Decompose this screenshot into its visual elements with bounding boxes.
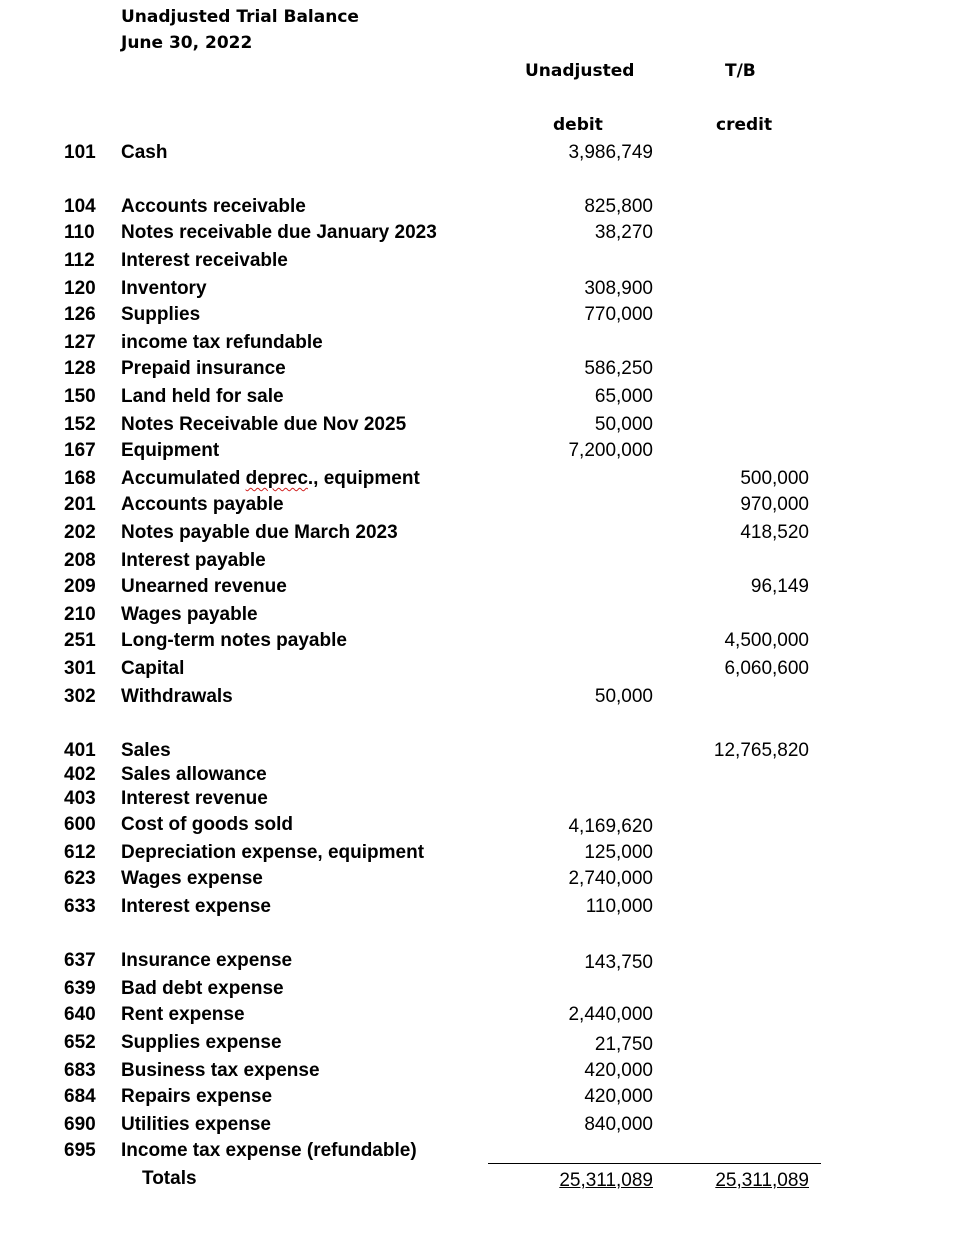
- account-row: [0, 466, 974, 492]
- debit-amount: 38,270: [594, 222, 653, 243]
- account-name: Interest payable: [121, 550, 266, 571]
- account-number: 120: [64, 278, 96, 299]
- account-row: [0, 520, 974, 546]
- account-row: [0, 194, 974, 220]
- total-credit: 25,311,089: [715, 1170, 809, 1191]
- account-number: 104: [64, 196, 96, 217]
- account-row: [0, 976, 974, 1002]
- credit-amount: 418,520: [740, 522, 809, 543]
- account-number: 600: [64, 814, 96, 835]
- account-row: [0, 684, 974, 710]
- account-name: Land held for sale: [121, 386, 284, 407]
- account-name: Long-term notes payable: [121, 630, 347, 651]
- credit-amount: 4,500,000: [724, 630, 809, 651]
- account-name: Cash: [121, 142, 168, 163]
- account-row: [0, 1138, 974, 1164]
- account-row: [0, 492, 974, 518]
- account-name: income tax refundable: [121, 332, 323, 353]
- account-name: Capital: [121, 658, 185, 679]
- credit-amount: 970,000: [740, 494, 809, 515]
- account-number: 633: [64, 896, 96, 917]
- totals-label: Totals: [142, 1168, 197, 1189]
- account-row: [0, 438, 974, 464]
- account-number: 612: [64, 842, 96, 863]
- account-row: [0, 412, 974, 438]
- account-number: 403: [64, 788, 96, 809]
- account-row: [0, 1112, 974, 1138]
- debit-amount: 420,000: [584, 1086, 653, 1107]
- debit-amount: 110,000: [585, 896, 653, 917]
- account-name: Accounts payable: [121, 494, 284, 515]
- account-number: 126: [64, 304, 96, 325]
- account-name: Interest receivable: [121, 250, 288, 271]
- account-number: 209: [64, 576, 96, 597]
- debit-amount: 4,169,620: [568, 816, 653, 837]
- account-name-part: Accumulated: [121, 468, 246, 489]
- debit-amount: 143,750: [584, 952, 653, 973]
- account-number: 684: [64, 1086, 96, 1107]
- account-row: [0, 786, 974, 812]
- total-debit: 25,311,089: [559, 1170, 653, 1191]
- debit-amount: 840,000: [584, 1114, 653, 1135]
- account-row: [0, 1084, 974, 1110]
- debit-amount: 50,000: [594, 686, 653, 707]
- debit-amount: 2,740,000: [568, 868, 653, 889]
- debit-amount: 770,000: [584, 304, 653, 325]
- totals-row: [0, 1166, 974, 1192]
- account-name: Notes receivable due January 2023: [121, 222, 437, 243]
- debit-amount: 825,800: [584, 196, 653, 217]
- account-number: 210: [64, 604, 96, 625]
- account-row: [0, 1058, 974, 1084]
- account-name: Supplies: [121, 304, 201, 325]
- account-row: [0, 248, 974, 274]
- account-number: 127: [64, 332, 96, 353]
- account-name: Utilities expense: [121, 1114, 271, 1135]
- account-number: 623: [64, 868, 96, 889]
- account-row: [0, 548, 974, 574]
- debit-amount: 308,900: [584, 278, 653, 299]
- account-row: [0, 220, 974, 246]
- account-number: 112: [64, 250, 95, 271]
- account-number: 208: [64, 550, 96, 571]
- account-name: Wages payable: [121, 604, 258, 625]
- account-name: Income tax expense (refundable): [121, 1140, 417, 1161]
- report-date: June 30, 2022: [121, 33, 253, 53]
- account-name: Unearned revenue: [121, 576, 287, 597]
- account-row: [0, 628, 974, 654]
- account-number: 302: [64, 686, 96, 707]
- account-number: 150: [64, 386, 96, 407]
- account-name: Wages expense: [121, 868, 263, 889]
- account-number: 402: [64, 764, 96, 785]
- debit-amount: 420,000: [584, 1060, 653, 1081]
- account-row: [0, 302, 974, 328]
- debit-column-header: debit: [553, 115, 603, 135]
- debit-amount: 50,000: [594, 414, 653, 435]
- account-row: [0, 656, 974, 682]
- credit-column-header: credit: [716, 115, 773, 135]
- account-name: Bad debt expense: [121, 978, 284, 999]
- account-name: Insurance expense: [121, 950, 293, 971]
- account-number: 110: [64, 222, 95, 243]
- account-name: Interest expense: [121, 896, 271, 917]
- account-number: 167: [64, 440, 96, 461]
- account-name: Supplies expense: [121, 1032, 282, 1053]
- account-number: 201: [64, 494, 96, 515]
- debit-amount: 586,250: [584, 358, 653, 379]
- debit-amount: 125,000: [584, 842, 653, 863]
- account-name: Prepaid insurance: [121, 358, 286, 379]
- account-number: 168: [64, 468, 96, 489]
- account-number: 401: [64, 740, 96, 761]
- credit-amount: 96,149: [750, 576, 809, 597]
- account-row: [0, 812, 974, 838]
- account-row: [0, 574, 974, 600]
- credit-amount: 12,765,820: [713, 740, 809, 761]
- credit-amount: 6,060,600: [724, 658, 809, 679]
- credit-amount: 500,000: [740, 468, 809, 489]
- account-name: Cost of goods sold: [121, 814, 294, 835]
- account-row: [0, 1002, 974, 1028]
- account-row: [0, 276, 974, 302]
- account-number: 690: [64, 1114, 96, 1135]
- debit-amount: 3,986,749: [568, 142, 653, 163]
- account-row: [0, 1030, 974, 1056]
- debit-amount: 2,440,000: [568, 1004, 653, 1025]
- account-number: 683: [64, 1060, 96, 1081]
- account-name: Sales allowance: [121, 764, 267, 785]
- account-name: Repairs expense: [121, 1086, 273, 1107]
- account-number: 637: [64, 950, 96, 971]
- account-number: 695: [64, 1140, 96, 1161]
- account-number: 639: [64, 978, 96, 999]
- account-row: [0, 330, 974, 356]
- account-row: [0, 384, 974, 410]
- account-row: [0, 140, 974, 166]
- account-name: Sales: [121, 740, 171, 761]
- account-row: [0, 762, 974, 788]
- account-row: [0, 948, 974, 974]
- account-number: 251: [64, 630, 96, 651]
- spellcheck-flagged-word: deprec: [245, 468, 308, 489]
- account-row: [0, 840, 974, 866]
- account-name: Equipment: [121, 440, 220, 461]
- account-row: [0, 602, 974, 628]
- account-name: Inventory: [121, 278, 207, 299]
- account-number: 202: [64, 522, 96, 543]
- account-name: Accounts receivable: [121, 196, 306, 217]
- debit-amount: 21,750: [594, 1034, 653, 1055]
- totals-rule: [488, 1163, 821, 1164]
- account-number: 301: [64, 658, 96, 679]
- account-name: Notes payable due March 2023: [121, 522, 398, 543]
- account-name: Notes Receivable due Nov 2025: [121, 414, 407, 435]
- debit-amount: 65,000: [594, 386, 653, 407]
- account-number: 101: [64, 142, 96, 163]
- column-group-tb: T/B: [725, 61, 756, 81]
- debit-amount: 7,200,000: [568, 440, 653, 461]
- account-row: [0, 738, 974, 764]
- column-group-unadjusted: Unadjusted: [525, 61, 635, 81]
- account-number: 640: [64, 1004, 96, 1025]
- account-number: 128: [64, 358, 96, 379]
- account-row: [0, 894, 974, 920]
- account-name: Depreciation expense, equipment: [121, 842, 425, 863]
- account-name: Business tax expense: [121, 1060, 320, 1081]
- report-title: Unadjusted Trial Balance: [121, 7, 359, 27]
- account-name: Interest revenue: [121, 788, 268, 809]
- account-row: [0, 866, 974, 892]
- account-name: Rent expense: [121, 1004, 245, 1025]
- account-number: 652: [64, 1032, 96, 1053]
- account-name: [121, 466, 420, 492]
- account-name: Withdrawals: [121, 686, 233, 707]
- account-name-part: ., equipment: [307, 468, 420, 489]
- account-row: [0, 356, 974, 382]
- account-number: 152: [64, 414, 96, 435]
